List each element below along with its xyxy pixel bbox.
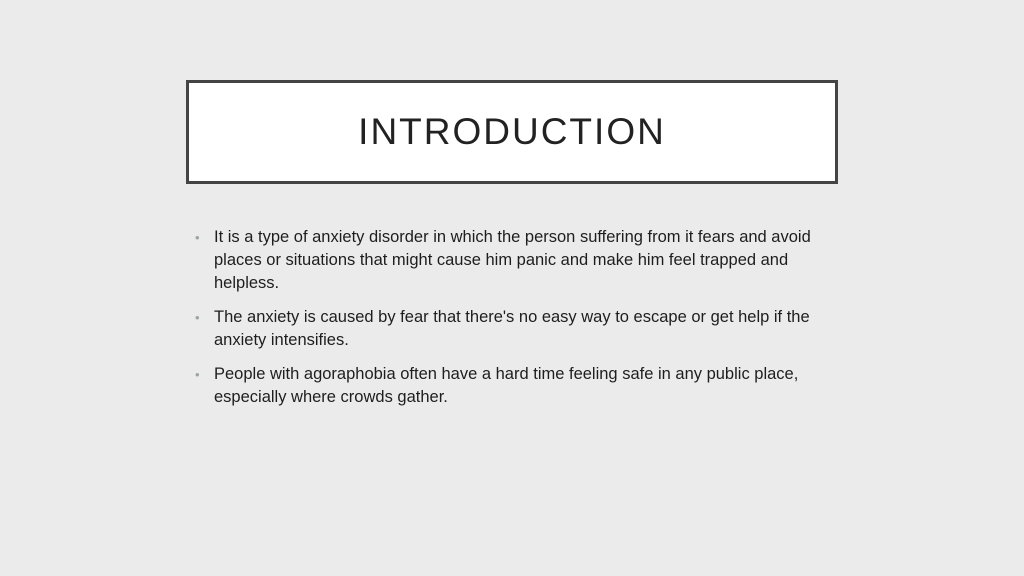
bullet-item: [195, 306, 835, 352]
slide-title: INTRODUCTION: [358, 111, 666, 152]
bullet-text: People with agoraphobia often have a hard time feeling safe in any public place, especially where crowds gather.: [214, 365, 799, 406]
bullet-item: [195, 363, 835, 409]
bullet-item: [195, 226, 835, 295]
bullet-text: The anxiety is caused by fear that there's no easy way to escape or get help if the anxiety intensifies.: [214, 308, 810, 349]
bullet-marker: •: [195, 230, 200, 245]
slide-content: [195, 226, 835, 420]
bullet-marker: •: [195, 367, 200, 382]
title-box: [186, 80, 838, 184]
bullet-list: [195, 226, 835, 409]
bullet-marker: •: [195, 310, 200, 325]
bullet-text: It is a type of anxiety disorder in which the person suffering from it fears and avoid places or situations that might cause him panic and make him feel trapped and helpless.: [214, 228, 811, 292]
